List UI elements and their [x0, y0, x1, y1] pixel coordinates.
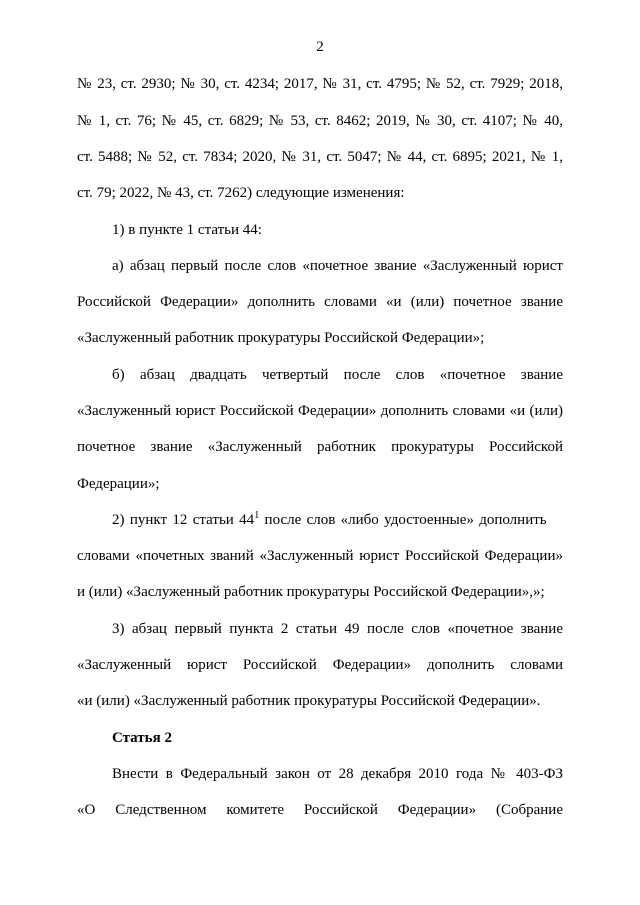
article-2-line-1: Внести в Федеральный закон от 28 декабря 2010 года № 403-ФЗ: [112, 766, 563, 782]
subitem-a-line-3: «Заслуженный работник прокуратуры Российской Федерации»;: [77, 330, 485, 346]
subitem-b-line-4: Федерации»;: [77, 476, 160, 492]
page-number: 2: [316, 39, 324, 55]
text-line-1: № 23, ст. 2930; № 30, ст. 4234; 2017, № 31, ст. 4795; № 52, ст. 7929; 2018,: [77, 76, 563, 92]
item-2-line-3: и (или) «Заслуженный работник прокуратуры Российской Федерации»,»;: [77, 584, 545, 600]
subitem-b-line-2: «Заслуженный юрист Российской Федерации» дополнить словами «и (или): [77, 403, 563, 419]
item-2-line-1: [112, 511, 563, 529]
text-line-2: № 1, ст. 76; № 45, ст. 6829; № 53, ст. 8462; 2019, № 30, ст. 4107; № 40,: [77, 113, 563, 129]
superscript-1: 1: [254, 510, 260, 521]
subitem-a-line-2: Российской Федерации» дополнить словами «и (или) почетное звание: [77, 294, 563, 310]
item-2-text-end: после слов «либо удостоенные» дополнить: [259, 512, 547, 528]
item-1-heading: 1) в пункте 1 статьи 44:: [112, 222, 262, 238]
item-2-line-2: словами «почетных званий «Заслуженный юрист Российской Федерации»: [77, 548, 563, 564]
article-2-line-2: «О Следственном комитете Российской Федерации» (Собрание: [77, 802, 563, 818]
subitem-b-line-3: почетное звание «Заслуженный работник прокуратуры Российской: [77, 439, 563, 455]
item-3-line-3: «и (или) «Заслуженный работник прокуратуры Российской Федерации».: [77, 693, 541, 709]
item-2-text-start: 2) пункт 12 статьи 44: [112, 512, 255, 528]
text-line-4: ст. 79; 2022, № 43, ст. 7262) следующие изменения:: [77, 185, 405, 201]
subitem-a-line-1: а) абзац первый после слов «почетное звание «Заслуженный юрист: [112, 258, 563, 274]
item-3-line-1: 3) абзац первый пункта 2 статьи 49 после слов «почетное звание: [112, 621, 563, 637]
article-2-heading: Статья 2: [112, 730, 172, 746]
subitem-b-line-1: б) абзац двадцать четвертый после слов «почетное звание: [112, 367, 563, 383]
item-3-line-2: «Заслуженный юрист Российской Федерации» дополнить словами: [77, 657, 563, 673]
text-line-3: ст. 5488; № 52, ст. 7834; 2020, № 31, ст. 5047; № 44, ст. 6895; 2021, № 1,: [77, 149, 563, 165]
